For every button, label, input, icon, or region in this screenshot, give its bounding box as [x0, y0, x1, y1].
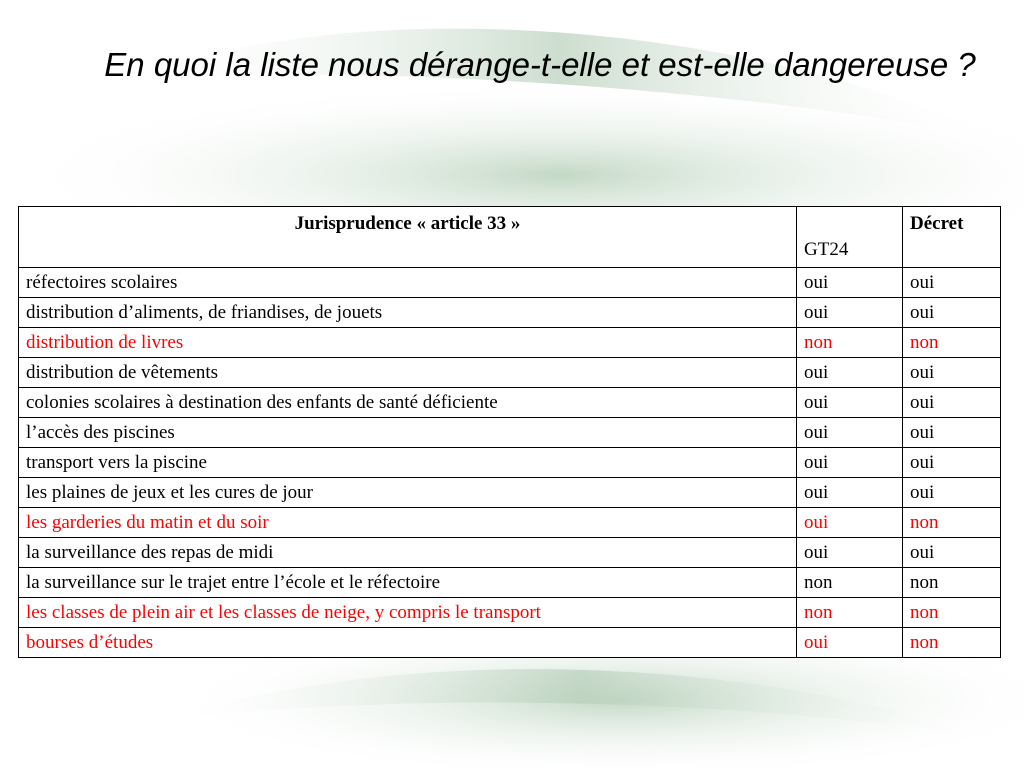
cell-gt24: non [797, 568, 903, 598]
cell-gt24: oui [797, 478, 903, 508]
table-row [19, 568, 1001, 598]
cell-activity: les plaines de jeux et les cures de jour [19, 478, 797, 508]
slide-title: En quoi la liste nous dérange-t-elle et est-elle dangereuse ? [104, 46, 976, 83]
cell-gt24: non [797, 328, 903, 358]
cell-activity: les classes de plein air et les classes de neige, y compris le transport [19, 598, 797, 628]
cell-activity: les garderies du matin et du soir [19, 508, 797, 538]
cell-decret: oui [903, 358, 1001, 388]
table-row [19, 628, 1001, 658]
table-row [19, 328, 1001, 358]
cell-decret: oui [903, 448, 1001, 478]
table-row [19, 388, 1001, 418]
table-body [19, 268, 1001, 658]
cell-activity: l’accès des piscines [19, 418, 797, 448]
comparison-table [18, 206, 1001, 658]
cell-gt24: oui [797, 298, 903, 328]
header-decret: Décret [903, 207, 1001, 268]
cell-activity: distribution d’aliments, de friandises, de jouets [19, 298, 797, 328]
cell-decret: oui [903, 478, 1001, 508]
cell-gt24: oui [797, 508, 903, 538]
cell-gt24: non [797, 598, 903, 628]
cell-gt24: oui [797, 418, 903, 448]
table-row [19, 358, 1001, 388]
cell-gt24: oui [797, 538, 903, 568]
cell-decret: non [903, 598, 1001, 628]
cell-gt24: oui [797, 628, 903, 658]
comparison-table-container [18, 206, 1000, 658]
cell-activity: bourses d’études [19, 628, 797, 658]
cell-decret: oui [903, 418, 1001, 448]
cell-decret: non [903, 568, 1001, 598]
cell-decret: non [903, 508, 1001, 538]
table-row [19, 508, 1001, 538]
cell-decret: oui [903, 538, 1001, 568]
table-header-row [19, 207, 1001, 268]
cell-gt24: oui [797, 268, 903, 298]
table-row [19, 298, 1001, 328]
table-row [19, 448, 1001, 478]
table-row [19, 268, 1001, 298]
table-row [19, 478, 1001, 508]
cell-activity: colonies scolaires à destination des enfants de santé déficiente [19, 388, 797, 418]
header-gt24: GT24 [797, 207, 903, 268]
cell-gt24: oui [797, 358, 903, 388]
table-row [19, 598, 1001, 628]
cell-gt24: oui [797, 388, 903, 418]
header-jurisprudence: Jurisprudence « article 33 » [19, 207, 797, 268]
cell-decret: oui [903, 298, 1001, 328]
cell-activity: transport vers la piscine [19, 448, 797, 478]
cell-activity: la surveillance sur le trajet entre l’école et le réfectoire [19, 568, 797, 598]
cell-decret: non [903, 328, 1001, 358]
cell-activity: la surveillance des repas de midi [19, 538, 797, 568]
cell-decret: non [903, 628, 1001, 658]
cell-activity: distribution de livres [19, 328, 797, 358]
table-row [19, 418, 1001, 448]
cell-activity: distribution de vêtements [19, 358, 797, 388]
cell-decret: oui [903, 388, 1001, 418]
cell-gt24: oui [797, 448, 903, 478]
cell-activity: réfectoires scolaires [19, 268, 797, 298]
cell-decret: oui [903, 268, 1001, 298]
table-row [19, 538, 1001, 568]
